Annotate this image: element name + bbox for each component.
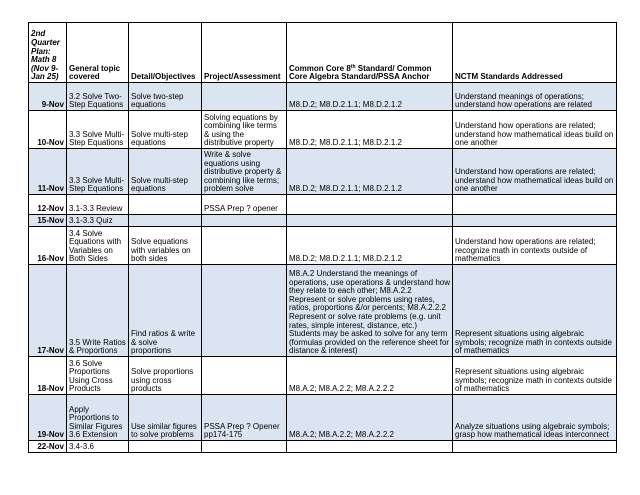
- nctm-cell: Represent situations using algebraic symbols; recognize math in contexts outside of mathematics: [453, 357, 617, 395]
- topic-cell: 3.4-3.6: [67, 441, 129, 453]
- date-cell: 9-Nov: [29, 83, 67, 111]
- nctm-cell: [453, 441, 617, 453]
- table-row: [29, 227, 617, 265]
- standard-cell: M8.A.2 Understand the meanings of operations, use operations & understand how they relate to each other; M8.A.2.2 Represent or solve problems using rates, ratios, proportions &/or percents; M8.A.2.2.2 Represent or solve rate problems (e.g. unit rates, simple interest, distance, etc.) Students may be asked to solve for any term (formulas provided on the reference sheet for distance & interest): [287, 265, 453, 357]
- topic-cell: 3.2 Solve Two-Step Equations: [67, 83, 129, 111]
- detail-cell: [129, 215, 202, 227]
- project-cell: [202, 215, 287, 227]
- table-row: [29, 357, 617, 395]
- detail-cell: Solve two-step equations: [129, 83, 202, 111]
- table-row: [29, 441, 617, 453]
- date-cell: 19-Nov: [29, 395, 67, 441]
- nctm-column-header: NCTM Standards Addressed: [453, 23, 617, 83]
- nctm-cell: Understand how operations are related; understand how mathematical ideas build on one another: [453, 111, 617, 149]
- standard-cell: M8.D.2; M8.D.2.1.1; M8.D.2.1.2: [287, 83, 453, 111]
- detail-cell: [129, 195, 202, 215]
- standard-cell: [287, 195, 453, 215]
- table-row: [29, 111, 617, 149]
- project-cell: [202, 83, 287, 111]
- detail-column-header: Detail/Objectives: [129, 23, 202, 83]
- date-cell: 22-Nov: [29, 441, 67, 453]
- nctm-cell: Understand how operations are related; understand how mathematical ideas build on one another: [453, 149, 617, 195]
- topic-cell: 3.4 Solve Equations with Variables on Both Sides: [67, 227, 129, 265]
- detail-cell: Find ratios & write & solve proportions: [129, 265, 202, 357]
- table-row: [29, 83, 617, 111]
- topic-cell: 3.1-3.3 Review: [67, 195, 129, 215]
- standard-cell: M8.A.2; M8.A.2.2; M8.A.2.2.2: [287, 357, 453, 395]
- common-core-column-header: [287, 23, 453, 83]
- header-row: [29, 23, 617, 83]
- project-cell: [202, 357, 287, 395]
- plan-rows: [29, 83, 617, 453]
- detail-cell: Solve equations with variables on both sides: [129, 227, 202, 265]
- standard-cell: [287, 215, 453, 227]
- date-cell: 18-Nov: [29, 357, 67, 395]
- topic-column-header: General topic covered: [67, 23, 129, 83]
- table-row: [29, 265, 617, 357]
- detail-cell: Use similar figures to solve problems: [129, 395, 202, 441]
- project-cell: Write & solve equations using distributive property & combining like terms; problem solve: [202, 149, 287, 195]
- common-core-header-superscript: th: [350, 63, 356, 70]
- project-column-header: Project/Assessment: [202, 23, 287, 83]
- quarter-plan-label: 2nd Quarter Plan: Math 8 (Nov 9-Jan 25): [29, 23, 67, 83]
- project-cell: PSSA Prep ? Opener pp174-175: [202, 395, 287, 441]
- table-row: [29, 215, 617, 227]
- nctm-cell: [453, 215, 617, 227]
- topic-cell: 3.1-3.3 Quiz: [67, 215, 129, 227]
- standard-cell: [287, 441, 453, 453]
- common-core-header-text-rest: Standard/ Common Core Algebra Standard/PSSA Anchor: [289, 63, 432, 82]
- date-cell: 15-Nov: [29, 215, 67, 227]
- nctm-cell: Represent situations using algebraic symbols; recognize math in contexts outside of mathematics: [453, 265, 617, 357]
- nctm-cell: Understand meanings of operations; understand how operations are related: [453, 83, 617, 111]
- nctm-cell: Understand how operations are related; recognize math in contexts outside of mathematics: [453, 227, 617, 265]
- date-cell: 17-Nov: [29, 265, 67, 357]
- project-cell: [202, 227, 287, 265]
- topic-cell: Apply Proportions to Similar Figures 3.6 Extension: [67, 395, 129, 441]
- standard-cell: M8.A.2; M8.A.2.2; M8.A.2.2.2: [287, 395, 453, 441]
- topic-cell: 3.6 Solve Proportions Using Cross Products: [67, 357, 129, 395]
- date-cell: 11-Nov: [29, 149, 67, 195]
- topic-cell: 3.3 Solve Multi-Step Equations: [67, 111, 129, 149]
- project-cell: [202, 441, 287, 453]
- common-core-header-text: Common Core 8: [289, 63, 351, 73]
- topic-cell: 3.5 Write Ratios & Proportions: [67, 265, 129, 357]
- detail-cell: [129, 441, 202, 453]
- project-cell: Solving equations by combining like terms & using the distributive property: [202, 111, 287, 149]
- standard-cell: M8.D.2; M8.D.2.1.1; M8.D.2.1.2: [287, 111, 453, 149]
- project-cell: [202, 265, 287, 357]
- quarter-plan-table: [28, 22, 617, 453]
- date-cell: 16-Nov: [29, 227, 67, 265]
- nctm-cell: [453, 195, 617, 215]
- date-cell: 12-Nov: [29, 195, 67, 215]
- detail-cell: Solve multi-step equations: [129, 149, 202, 195]
- detail-cell: Solve proportions using cross products: [129, 357, 202, 395]
- table-row: [29, 395, 617, 441]
- standard-cell: M8.D.2; M8.D.2.1.1; M8.D.2.1.2: [287, 227, 453, 265]
- project-cell: PSSA Prep ? opener: [202, 195, 287, 215]
- standard-cell: M8.D.2; M8.D.2.1.1; M8.D.2.1.2: [287, 149, 453, 195]
- table-row: [29, 149, 617, 195]
- topic-cell: 3.3 Solve Multi-Step Equations: [67, 149, 129, 195]
- detail-cell: Solve multi-step equations: [129, 111, 202, 149]
- date-cell: 10-Nov: [29, 111, 67, 149]
- table-row: [29, 195, 617, 215]
- nctm-cell: Analyze situations using algebraic symbols; grasp how mathematical ideas interconnect: [453, 395, 617, 441]
